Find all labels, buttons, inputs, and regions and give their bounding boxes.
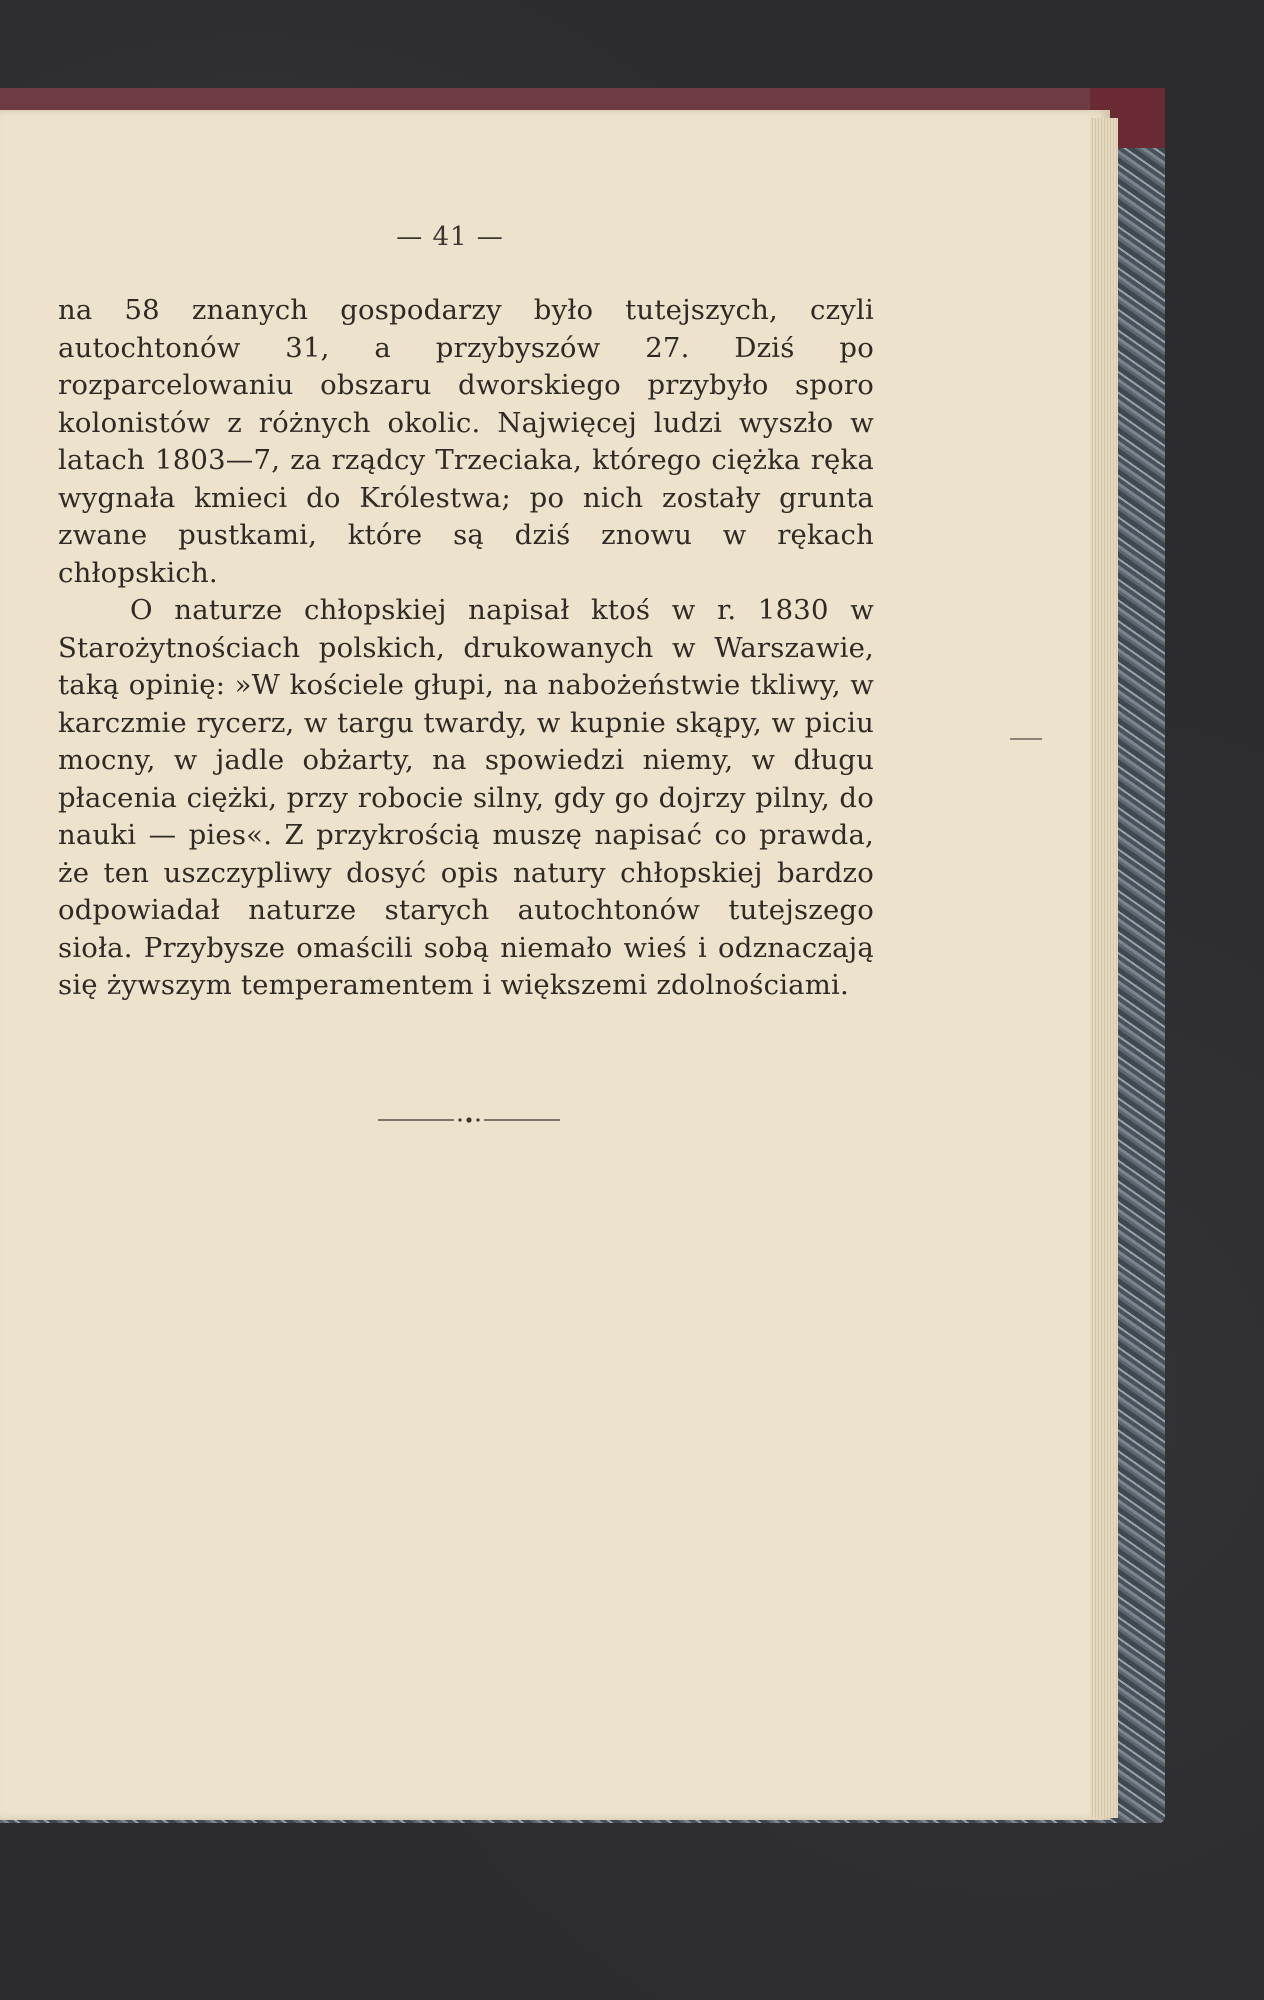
- page-number: — 41 —: [396, 222, 504, 252]
- page-edges: [1090, 118, 1118, 1818]
- paragraph-1: na 58 znanych gospodarzy było tutejszych, czyli autochtonów 31, a przybyszów 27. Dziś po rozparcelowaniu obszaru dworskiego przybyło sporo kolonistów z różnych okolic. Najwięcej ludzi wyszło w latach 1803—7, za rządcy Trzeciaka, którego ciężka ręka wygnała kmieci do Królestwa; po nich zostały grunta zwane pustkami, które są dziś znowu w rękach chłopskich.: [58, 294, 874, 589]
- body-text: [58, 292, 874, 1005]
- paragraph-2: O naturze chłopskiej napisał ktoś w r. 1830 w Starożytnościach polskich, drukowanych w Warszawie, taką opinię: »W kościele głupi, na nabożeństwie tkliwy, w karczmie rycerz, w targu twardy, w kupnie skąpy, w piciu mocny, w jadle obżarty, na spowiedzi niemy, w długu płacenia ciężki, przy robocie silny, gdy go dojrzy pilny, do nauki — pies«. Z przykrością muszę napisać co prawda, że ten uszczypliwy dosyć opis natury chłopskiej bardzo odpowiadał naturze starych autochtonów tutejszego sioła. Przybysze omaścili sobą niemało wieś i odznaczają się żywszym temperamentem i większemi zdolnościami.: [58, 594, 874, 1001]
- margin-mark: [1010, 738, 1042, 740]
- end-ornament: [378, 1110, 560, 1130]
